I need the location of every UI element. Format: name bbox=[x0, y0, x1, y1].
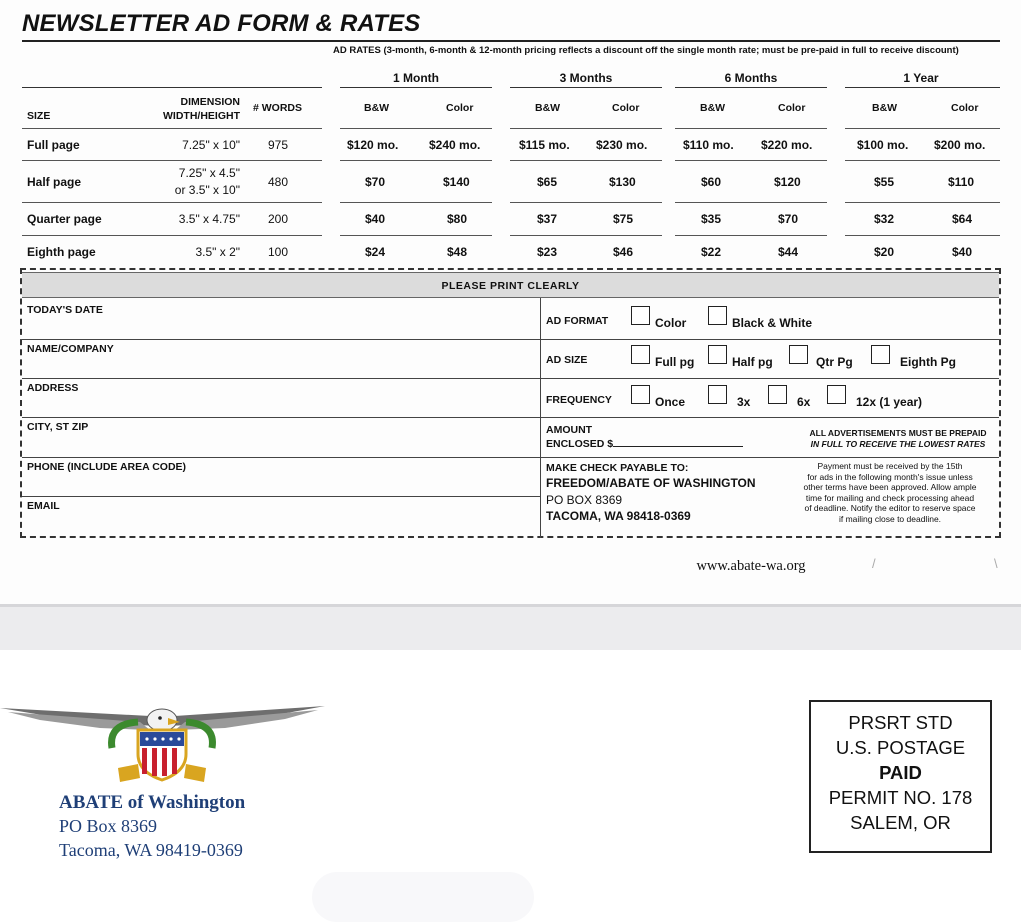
option-once: Once bbox=[655, 395, 686, 409]
rate-price: $46 bbox=[613, 245, 634, 259]
rate-price: $70 bbox=[778, 212, 799, 226]
checkbox-icon[interactable] bbox=[871, 345, 890, 364]
rate-words-half: 480 bbox=[268, 175, 289, 189]
col-header-bw-1: B&W bbox=[364, 102, 390, 114]
row-rule bbox=[22, 235, 322, 236]
amount-enclosed[interactable] bbox=[546, 438, 743, 450]
field-phone[interactable]: PHONE (INCLUDE AREA CODE) bbox=[27, 461, 187, 473]
payment-terms-line: of deadline. Notify the editor to reserve space bbox=[804, 503, 976, 513]
col-header-dimension: DIMENSION bbox=[180, 96, 240, 108]
rate-price: $140 bbox=[443, 175, 470, 189]
col-header-bw-3: B&W bbox=[700, 102, 726, 114]
website-link[interactable]: www.abate-wa.org bbox=[696, 558, 806, 574]
row-rule bbox=[845, 202, 1000, 203]
rate-price: $22 bbox=[701, 245, 722, 259]
rate-price: $64 bbox=[952, 212, 973, 226]
payment-terms-line: for ads in the following month's issue unless bbox=[807, 471, 973, 482]
row-rule bbox=[845, 235, 1000, 236]
col-header-width-height: WIDTH/HEIGHT bbox=[163, 110, 240, 122]
payment-terms bbox=[780, 461, 1000, 524]
rate-words-eighth: 100 bbox=[268, 245, 289, 259]
rate-price: $40 bbox=[365, 212, 386, 226]
option-qtr-pg: Qtr Pg bbox=[816, 355, 853, 369]
row-rule bbox=[22, 202, 322, 203]
row-rule bbox=[340, 128, 492, 129]
header-rule-1-year bbox=[845, 87, 1000, 88]
eagle-shield-logo-icon bbox=[0, 702, 325, 784]
row-rule bbox=[675, 128, 827, 129]
rate-price: $120 bbox=[774, 175, 801, 189]
rate-price: $70 bbox=[365, 175, 386, 189]
period-1-year: 1 Year bbox=[903, 71, 939, 85]
rate-price: $110 mo. bbox=[683, 138, 734, 152]
page-gap-shadow bbox=[0, 604, 1021, 607]
rate-price: $37 bbox=[537, 212, 558, 226]
row-rule bbox=[845, 160, 1000, 161]
redacted-area bbox=[312, 872, 534, 922]
return-name: ABATE of Washington bbox=[59, 792, 246, 813]
period-6-months: 6 Months bbox=[724, 71, 778, 85]
row-rule bbox=[340, 235, 492, 236]
col-header-bw-4: B&W bbox=[872, 102, 898, 114]
rate-dim-eighth: 3.5" x 2" bbox=[195, 245, 240, 259]
rate-words-full: 975 bbox=[268, 138, 289, 152]
col-header-color-3: Color bbox=[778, 102, 806, 114]
payment-terms-line: if mailing close to deadline. bbox=[838, 513, 942, 524]
header-rule-left bbox=[22, 87, 322, 88]
postage-line: U.S. POSTAGE bbox=[835, 737, 966, 758]
return-address-line: PO Box 8369 bbox=[59, 816, 158, 836]
frequency-label: FREQUENCY bbox=[546, 394, 612, 406]
rate-dim-half-alt: or 3.5" x 10" bbox=[174, 183, 240, 197]
rate-price: $32 bbox=[874, 212, 895, 226]
option-half-pg: Half pg bbox=[732, 355, 773, 369]
payment-terms-line: time for mailing and check processing ahead bbox=[805, 492, 975, 503]
postage-indicia bbox=[809, 700, 992, 853]
postage-line: PRSRT STD bbox=[848, 712, 953, 733]
field-todays-date[interactable]: TODAY'S DATE bbox=[27, 304, 103, 316]
row-rule bbox=[675, 235, 827, 236]
postage-line: SALEM, OR bbox=[850, 812, 951, 833]
checkbox-icon[interactable] bbox=[827, 385, 846, 404]
rate-price: $100 mo. bbox=[857, 138, 909, 152]
please-print-banner: PLEASE PRINT CLEARLY bbox=[22, 272, 999, 298]
col-header-color-1: Color bbox=[446, 102, 474, 114]
scan-mark: / bbox=[872, 556, 876, 571]
checkbox-icon[interactable] bbox=[708, 385, 727, 404]
rate-dim-quarter: 3.5" x 4.75" bbox=[178, 212, 240, 226]
rate-price: $240 mo. bbox=[429, 138, 481, 152]
row-rule bbox=[510, 235, 662, 236]
row-rule bbox=[340, 202, 492, 203]
rate-words-quarter: 200 bbox=[268, 212, 289, 226]
checkbox-icon[interactable] bbox=[631, 345, 650, 364]
option-eighth-pg: Eighth Pg bbox=[900, 355, 956, 369]
rate-price: $110 bbox=[948, 175, 975, 189]
rate-size-half: Half page bbox=[27, 175, 82, 189]
rate-price: $75 bbox=[613, 212, 634, 226]
form-row-rule bbox=[22, 378, 999, 379]
checkbox-icon[interactable] bbox=[789, 345, 808, 364]
col-header-color-2: Color bbox=[612, 102, 640, 114]
option-3x: 3x bbox=[737, 395, 751, 409]
col-header-bw-2: B&W bbox=[535, 102, 561, 114]
period-3-months: 3 Months bbox=[559, 71, 613, 85]
rate-price: $120 mo. bbox=[347, 138, 399, 152]
checkbox-icon[interactable] bbox=[768, 385, 787, 404]
rate-price: $230 mo. bbox=[596, 138, 648, 152]
rate-price: $44 bbox=[778, 245, 799, 259]
option-black-white: Black & White bbox=[732, 316, 813, 330]
header-rule-6-months bbox=[675, 87, 827, 88]
rate-size-eighth: Eighth page bbox=[27, 245, 96, 259]
rate-price: $24 bbox=[365, 245, 386, 259]
rate-size-quarter: Quarter page bbox=[27, 212, 102, 226]
payable-name: FREEDOM/ABATE OF WASHINGTON bbox=[546, 476, 756, 490]
payable-city: TACOMA, WA 98418-0369 bbox=[546, 509, 691, 523]
amount-label: AMOUNT bbox=[546, 424, 593, 436]
ad-size-label: AD SIZE bbox=[546, 354, 588, 366]
field-email[interactable]: EMAIL bbox=[27, 500, 60, 512]
row-rule bbox=[845, 128, 1000, 129]
checkbox-icon[interactable] bbox=[631, 385, 650, 404]
ad-format-label: AD FORMAT bbox=[546, 315, 609, 327]
rate-price: $220 mo. bbox=[761, 138, 813, 152]
rate-size-full: Full page bbox=[27, 138, 80, 152]
row-rule bbox=[22, 160, 322, 161]
header-rule-3-months bbox=[510, 87, 662, 88]
rate-dim-half: 7.25" x 4.5" bbox=[178, 166, 240, 180]
row-rule bbox=[22, 128, 322, 129]
prepaid-note-line1: ALL ADVERTISEMENTS MUST BE PREPAID bbox=[809, 428, 987, 438]
form-row-rule bbox=[22, 417, 999, 418]
field-address[interactable]: ADDRESS bbox=[27, 382, 79, 394]
row-rule bbox=[675, 202, 827, 203]
rate-price: $115 mo. bbox=[519, 138, 570, 152]
row-rule bbox=[510, 202, 662, 203]
title-underline bbox=[22, 40, 1000, 42]
rate-price: $20 bbox=[874, 245, 895, 259]
option-color: Color bbox=[655, 316, 687, 330]
form-row-rule bbox=[22, 496, 540, 497]
form-row-rule bbox=[22, 457, 999, 458]
postage-paid: PAID bbox=[879, 762, 922, 783]
row-rule bbox=[340, 160, 492, 161]
row-rule bbox=[675, 160, 827, 161]
rate-price: $48 bbox=[447, 245, 468, 259]
amount-input-line[interactable] bbox=[613, 438, 743, 447]
row-rule bbox=[510, 160, 662, 161]
payment-terms-line: Payment must be received by the 15th bbox=[817, 461, 963, 471]
rate-price: $130 bbox=[609, 175, 636, 189]
rate-price: $23 bbox=[537, 245, 558, 259]
option-6x: 6x bbox=[797, 395, 811, 409]
rate-price: $60 bbox=[701, 175, 722, 189]
return-city-line: Tacoma, WA 98419-0369 bbox=[59, 840, 243, 860]
page-gap bbox=[0, 604, 1021, 650]
option-12x: 12x (1 year) bbox=[856, 395, 923, 409]
col-header-words: # WORDS bbox=[253, 102, 303, 114]
rate-price: $35 bbox=[701, 212, 722, 226]
rate-price: $80 bbox=[447, 212, 468, 226]
rate-price: $40 bbox=[952, 245, 973, 259]
payable-label: MAKE CHECK PAYABLE TO: bbox=[546, 462, 689, 474]
payment-terms-line: other terms have been approved. Allow ample bbox=[803, 482, 977, 492]
rate-dim-full: 7.25" x 10" bbox=[182, 138, 240, 152]
period-1-month: 1 Month bbox=[393, 71, 439, 85]
col-header-size: SIZE bbox=[27, 110, 51, 122]
page-title: NEWSLETTER AD FORM & RATES bbox=[22, 10, 421, 37]
field-name-company[interactable]: NAME/COMPANY bbox=[27, 343, 114, 355]
checkbox-icon[interactable] bbox=[708, 345, 727, 364]
rate-price: $200 mo. bbox=[934, 138, 986, 152]
prepaid-note-line2: IN FULL TO RECEIVE THE LOWEST RATES bbox=[810, 439, 986, 449]
amount-enclosed-label: ENCLOSED $ bbox=[546, 438, 614, 450]
header-rule-1-month bbox=[340, 87, 492, 88]
option-full-pg: Full pg bbox=[655, 355, 695, 369]
field-city-st-zip[interactable]: CITY, ST ZIP bbox=[27, 421, 89, 433]
col-header-color-4: Color bbox=[951, 102, 979, 114]
form-row-rule bbox=[22, 339, 999, 340]
scan-mark: \ bbox=[994, 556, 998, 571]
checkbox-icon[interactable] bbox=[631, 306, 650, 325]
form-divider bbox=[540, 298, 541, 538]
checkbox-icon[interactable] bbox=[708, 306, 727, 325]
rates-note: AD RATES (3-month, 6-month & 12-month pricing reflects a discount off the single month rate; must be pre-paid in full to receive discount) bbox=[333, 45, 959, 56]
rate-price: $55 bbox=[874, 175, 895, 189]
postage-line: PERMIT NO. 178 bbox=[828, 787, 973, 808]
row-rule bbox=[510, 128, 662, 129]
payable-box: PO BOX 8369 bbox=[546, 493, 623, 507]
rate-price: $65 bbox=[537, 175, 558, 189]
